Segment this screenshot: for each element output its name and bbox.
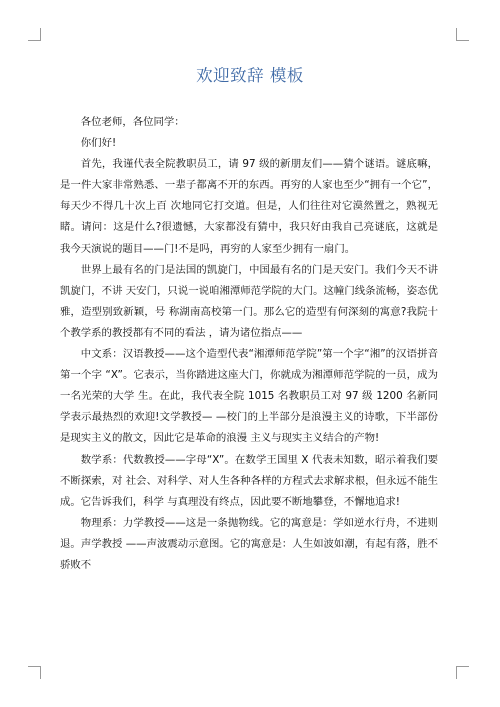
paragraph-gates: 世界上最有名的门是法国的凯旋门，中国最有名的门是天安门。我们今天不讲凯旋门，不讲 天安门，只说一说咱湘潭师范学院的大门。这幢门线条流畅，姿态优雅，造型别致新颖，号 称湖南高校第一门。那么它的造型有何深刻的寓意?我院十个教学系的教授都有不同的看法 ，请为诸位指点——	[60, 263, 438, 339]
paragraph-physics-dept: 物理系：力学教授——这是一条抛物线。它的寓意是：学如逆水行舟，不进则退。声学教授 ——声波震动示意图。它的寓意是：人生如波如潮，有起有落，胜不骄败不	[60, 516, 438, 571]
paragraph-chinese-dept: 中文系：汉语教授——这个造型代表“湘潭师范学院”第一个字“湘”的汉语拼音第一个字 “X”。它表示，当你踏进这座大门，你就成为湘潭师范学院的一员，成为一名光荣的大学 生。在此，我代表全院 1015 名教职员工对 97 级 1200 名新同学表示最热烈的欢迎!文学教授— —校门的上半部分是浪漫主义的诗歌，下半部份是现实主义的散文，因此它是革命的浪漫 主义与现实主义结合的产物!	[60, 348, 438, 445]
crop-mark-bottom-right	[456, 666, 469, 679]
greeting: 你们好!	[80, 137, 117, 150]
salutation: 各位老师，各位同学：	[80, 116, 185, 128]
document-body	[60, 112, 438, 576]
paragraph-math-dept: 数学系：代数教授——字母“X”。在数学王国里 X 代表未知数，昭示着我们要不断探索，对 社会、对科学、对人生各种各样的方程式去求解求根，但永远不能生成。它告诉我们，科学 与真理没有终点，因此要不断地攀登，不懈地追求!	[60, 453, 438, 508]
document-title: 欢迎致辞 模板	[196, 66, 304, 85]
crop-mark-top-right	[456, 28, 469, 41]
crop-mark-top-left	[28, 28, 41, 41]
crop-mark-bottom-left	[28, 666, 41, 679]
paragraph-riddle: 首先，我谨代表全院教职员工，请 97 级的新朋友们——猜个谜语。谜底嘛，是一件大家非常熟悉、一辈子都离不开的东西。再穷的人家也至少“拥有一个它”，每天少不得几十次上百 次地同它打交道。但是，人们往往对它漠然置之，熟视无睹。请问：这是什么?很遗憾，大家都没有猜中，我只好由我自己亮谜底，这就是我今天演说的题目——门!不是吗，再穷的人家至少拥有一扇门。	[60, 158, 438, 255]
